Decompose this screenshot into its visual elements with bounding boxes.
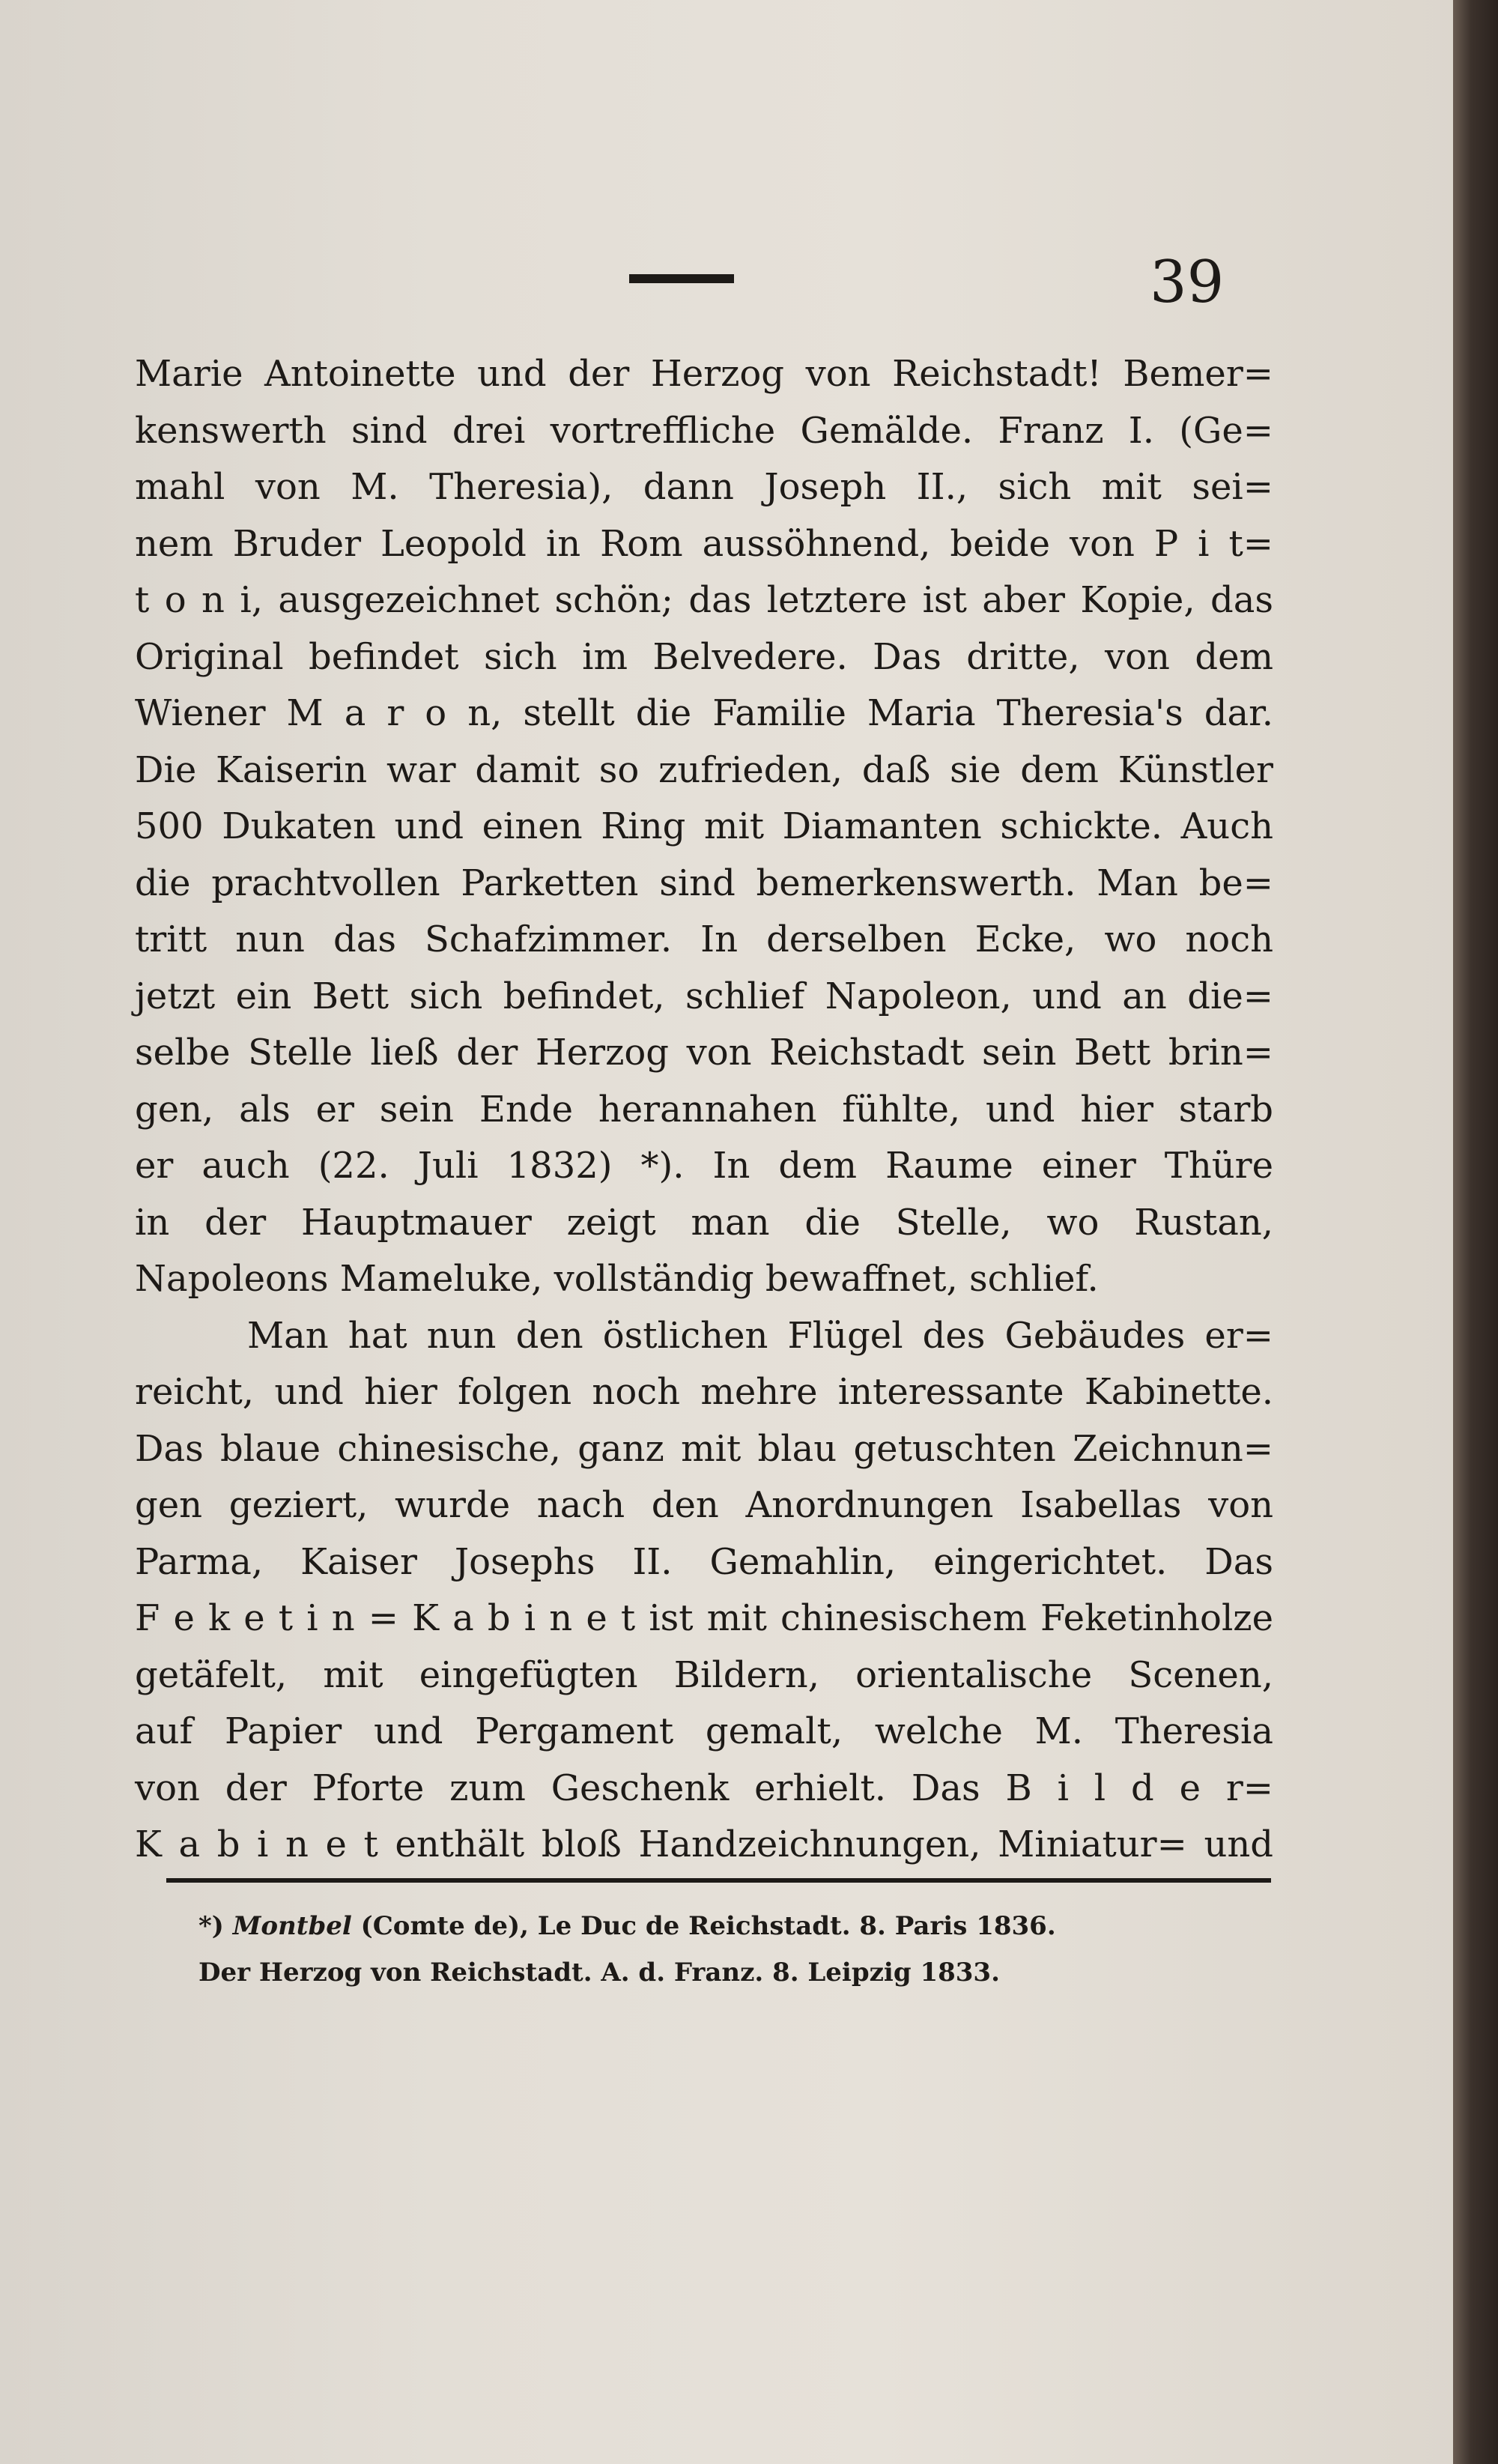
text-line: Napoleons Mameluke, vollständig bewaffnet, schlief. [135,1258,1099,1300]
text-line: K a b i n e t enthält bloß Handzeichnungen, Miniatur= und [135,1823,1273,1865]
text-line: Wiener M a r o n, stellt die Familie Maria Theresia's dar. [135,692,1273,734]
text-line: getäfelt, mit eingefügten Bildern, orientalische Scenen, [135,1653,1273,1696]
text-line: selbe Stelle ließ der Herzog von Reichstadt sein Bett brin= [135,1032,1273,1074]
text-line: von der Pforte zum Geschenk erhielt. Das B i l d e r= [135,1767,1273,1809]
page-number: 39 [1150,249,1225,316]
text-line: auf Papier und Pergament gemalt, welche M. Theresia [135,1710,1273,1752]
text-line: jetzt ein Bett sich befindet, schlief Napoleon, und an die= [135,975,1273,1017]
text-line: 500 Dukaten und einen Ring mit Diamanten schickte. Auch [135,805,1273,847]
header-rule [629,274,734,283]
text-line: mahl von M. Theresia), dann Joseph II., sich mit sei= [135,466,1273,508]
text-line: gen, als er sein Ende herannahen fühlte, und hier starb [135,1088,1273,1130]
text-line: er auch (22. Juli 1832) *). In dem Raume einer Thüre [135,1145,1273,1187]
bleed-through-text [1086,187,1100,236]
text-line: in der Hauptmauer zeigt man die Stelle, wo Rustan, [135,1201,1273,1244]
paragraph-start-line: Man hat nun den östlichen Flügel des Gebäudes er= [247,1314,1273,1357]
footnote-2: Der Herzog von Reichstadt. A. d. Franz. 8. Leipzig 1833. [198,1958,1000,1988]
text-line: t o n i, ausgezeichnet schön; das letztere ist aber Kopie, das [135,579,1273,621]
text-line: die prachtvollen Parketten sind bemerkenswerth. Man be= [135,862,1273,904]
footnotes [198,1903,1270,1996]
text-line: Marie Antoinette und der Herzog von Reichstadt! Bemer= [135,353,1273,395]
text-line: Die Kaiserin war damit so zufrieden, daß sie dem Künstler [135,748,1273,791]
text-line: Original befindet sich im Belvedere. Das dritte, von dem [135,635,1273,678]
text-line: tritt nun das Schafzimmer. In derselben Ecke, wo noch [135,918,1273,960]
text-line: gen geziert, wurde nach den Anordnungen Isabellas von [135,1484,1273,1526]
footnote-1 [198,1903,1270,1949]
text-line: reicht, und hier folgen noch mehre interessante Kabinette. [135,1371,1273,1413]
text-line: F e k e t i n = K a b i n e t ist mit chinesischem Feketinholze [135,1597,1273,1639]
text-line: Das blaue chinesische, ganz mit blau getuschten Zeichnun= [135,1427,1273,1470]
footnote-marker: *) [198,1911,224,1941]
text-line: Parma, Kaiser Josephs II. Gemahlin, eingerichtet. Das [135,1540,1273,1583]
book-spine-edge [1453,0,1498,2464]
footnote-rule [166,1878,1271,1883]
text-line: kenswerth sind drei vortreffliche Gemälde. Franz I. (Ge= [135,409,1273,452]
footnote-citation: (Comte de), Le Duc de Reichstadt. 8. Paris 1836. [360,1911,1056,1941]
text-line: nem Bruder Leopold in Rom aussöhnend, beide von P i t= [135,522,1273,565]
footnote-author: Montbel [232,1911,352,1941]
body-text [135,346,1273,1874]
